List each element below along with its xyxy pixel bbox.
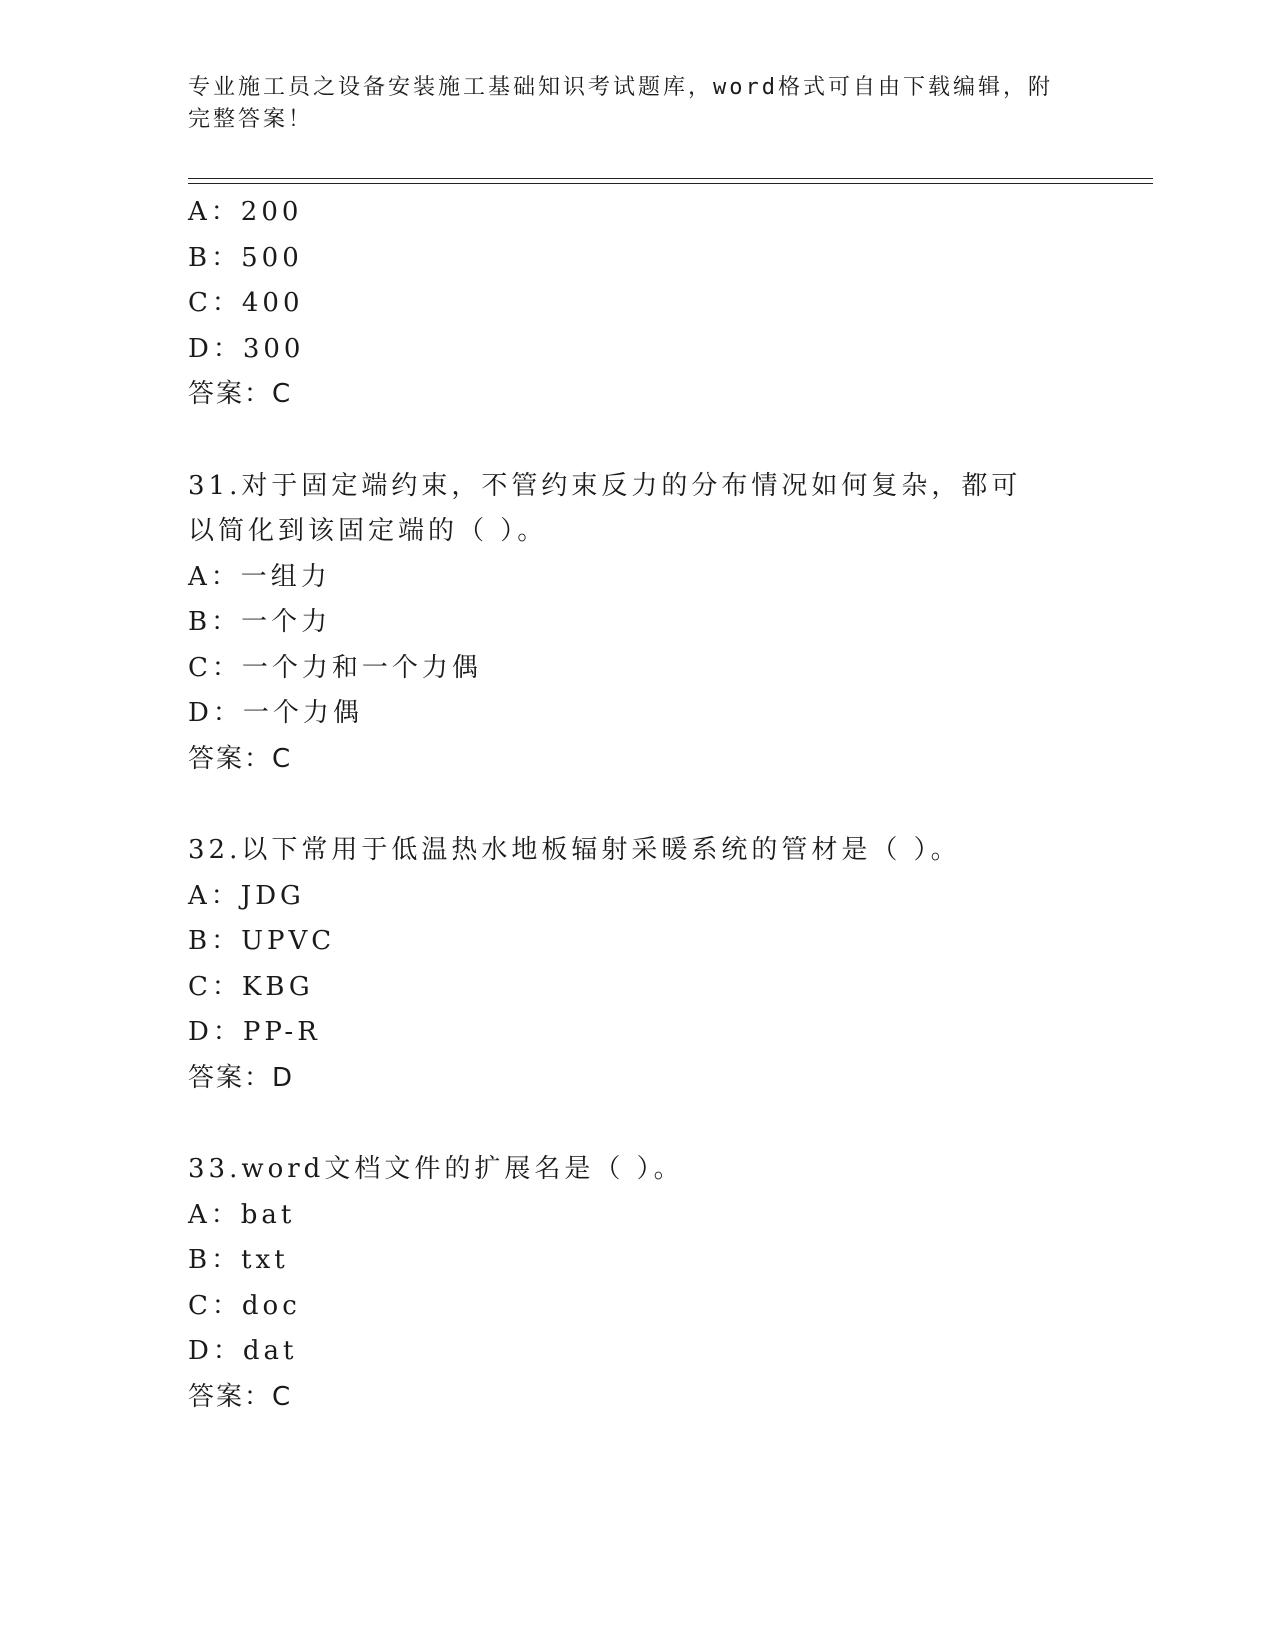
option-d: D：PP-R xyxy=(188,1017,321,1047)
option-b: B：txt xyxy=(188,1245,289,1275)
option-b: B：UPVC xyxy=(188,926,336,956)
option-d: D：dat xyxy=(188,1336,298,1366)
option-d: D：300 xyxy=(188,333,305,364)
option-a: A：bat xyxy=(188,1199,296,1230)
option-b: B：500 xyxy=(188,242,303,273)
option-c: C：KBG xyxy=(188,971,314,1002)
question-text: 33.word文档文件的扩展名是（ ）。 xyxy=(188,1154,684,1184)
spacer xyxy=(188,1101,1088,1147)
header-rule-top xyxy=(188,178,1153,179)
header-rule-bottom xyxy=(188,183,1153,184)
spacer xyxy=(188,418,1088,464)
question-block xyxy=(188,828,1088,1101)
spacer xyxy=(188,782,1088,828)
option-b: B：一个力 xyxy=(188,607,332,637)
page-header: 专业施工员之设备安装施工基础知识考试题库，word格式可自由下载编辑，附完整答案！ xyxy=(188,75,1053,132)
answer: 答案：D xyxy=(188,1062,295,1093)
question-text: 32.以下常用于低温热水地板辐射采暖系统的管材是（ ）。 xyxy=(188,835,961,865)
question-block xyxy=(188,1147,1088,1420)
option-a: A：JDG xyxy=(188,880,305,911)
question-block xyxy=(188,190,1088,418)
option-d: D：一个力偶 xyxy=(188,698,363,728)
question-text: 31.对于固定端约束，不管约束反力的分布情况如何复杂，都可以简化到该固定端的（ ）。 xyxy=(188,470,1022,546)
option-c: C：doc xyxy=(188,1290,301,1321)
option-c: C：一个力和一个力偶 xyxy=(188,652,482,683)
option-a: A：一组力 xyxy=(188,561,331,592)
answer: 答案：C xyxy=(188,379,293,409)
option-a: A：200 xyxy=(188,197,303,227)
question-block xyxy=(188,464,1088,783)
answer: 答案：C xyxy=(188,743,293,774)
question-list xyxy=(188,190,1088,1420)
option-c: C：400 xyxy=(188,288,304,318)
answer: 答案：C xyxy=(188,1381,293,1412)
